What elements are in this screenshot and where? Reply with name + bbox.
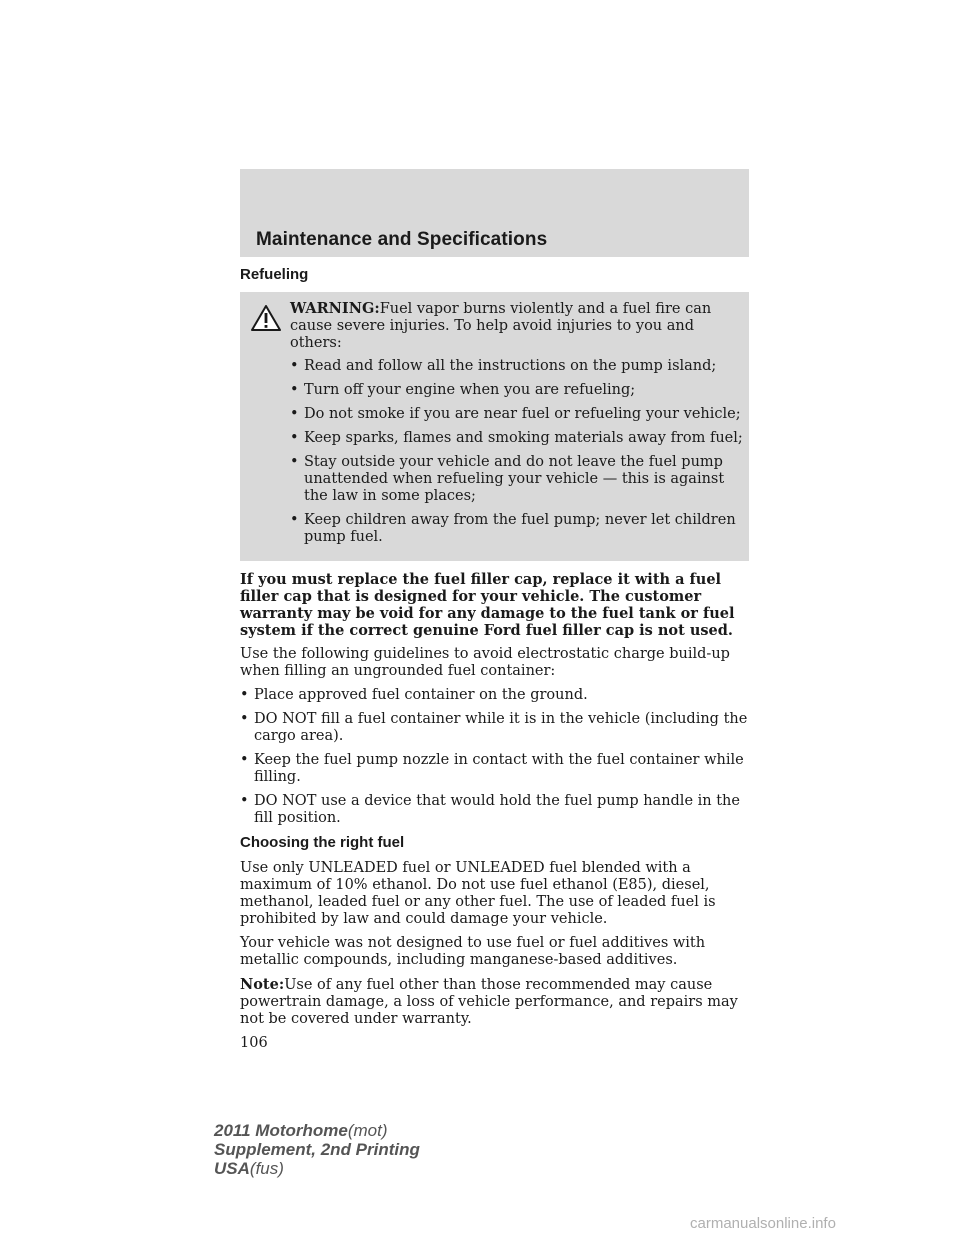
footer-imprint: [214, 1121, 420, 1178]
bullet-marker: •: [240, 687, 249, 703]
watermark: carmanualsonline.info: [690, 1215, 836, 1232]
note-text: Use of any fuel other than those recommended may cause powertrain damage, a loss of vehicle performance, and repairs may not be covered under warranty.: [240, 977, 738, 1027]
warning-body: Fuel vapor burns violently and a fuel fire can cause severe injuries. To help avoid injuries to you and others:: [290, 301, 712, 351]
refueling-heading: Refueling: [240, 266, 309, 283]
footer-market-code: (fus): [249, 1159, 284, 1178]
guideline-text: Keep the fuel pump nozzle in contact with the fuel container while filling.: [254, 752, 744, 785]
footer-model: 2011 Motorhome: [214, 1121, 348, 1140]
warning-bullets: [290, 358, 743, 546]
guideline-item: [240, 793, 749, 827]
bullet-marker: •: [240, 752, 249, 768]
fuel-note: [240, 976, 749, 1028]
bullet-marker: •: [290, 430, 299, 446]
bullet-marker: •: [290, 382, 299, 398]
warning-bullet-item: [290, 406, 743, 423]
warning-bullet-text: Keep children away from the fuel pump; never let children pump fuel.: [304, 512, 736, 545]
warning-bullet-text: Turn off your engine when you are refueling;: [304, 382, 636, 398]
fuel-para-1: Use only UNLEADED fuel or UNLEADED fuel blended with a maximum of 10% ethanol. Do not use fuel ethanol (E85), diesel, methanol, leaded fuel or any other fuel. The use of leaded fuel is prohibited by law and could damage your vehicle.: [240, 860, 716, 927]
warning-triangle-icon: [250, 304, 282, 332]
warning-bullet-item: [290, 454, 743, 505]
warning-bullet-item: [290, 358, 743, 375]
fuel-heading: Choosing the right fuel: [240, 834, 405, 851]
warning-bullet-item: [290, 512, 743, 546]
footer-model-code: (mot): [347, 1121, 388, 1140]
guideline-item: [240, 752, 749, 786]
fuel-para-2: Your vehicle was not designed to use fuel or fuel additives with metallic compounds, including manganese-based additives.: [240, 935, 706, 968]
bullet-marker: •: [240, 793, 249, 809]
note-label: Note:: [240, 976, 285, 993]
guideline-text: DO NOT use a device that would hold the fuel pump handle in the fill position.: [254, 793, 740, 826]
warning-bullet-text: Read and follow all the instructions on the pump island;: [304, 358, 717, 374]
guideline-item: [240, 711, 749, 745]
footer-edition: Supplement, 2nd Printing: [214, 1140, 420, 1159]
warning-bullet-item: [290, 430, 743, 447]
warning-bullet-text: Stay outside your vehicle and do not leave the fuel pump unattended when refueling your vehicle — this is against the law in some places;: [304, 454, 725, 504]
warning-label: WARNING:: [290, 300, 380, 317]
guidelines-intro: Use the following guidelines to avoid electrostatic charge build-up when filling an ungrounded fuel container:: [240, 646, 730, 679]
bullet-marker: •: [290, 406, 299, 422]
warning-bullet-item: [290, 382, 743, 399]
warning-bullet-text: Keep sparks, flames and smoking materials away from fuel;: [304, 430, 743, 446]
guidelines-list: [240, 687, 749, 827]
section-title: Maintenance and Specifications: [256, 229, 548, 250]
bullet-marker: •: [240, 711, 249, 727]
warning-text: [290, 300, 743, 352]
warning-bullet-text: Do not smoke if you are near fuel or refueling your vehicle;: [304, 406, 741, 422]
bullet-marker: •: [290, 454, 299, 470]
warning-box: [240, 292, 749, 561]
guideline-text: Place approved fuel container on the ground.: [254, 687, 588, 703]
guideline-text: DO NOT fill a fuel container while it is in the vehicle (including the cargo area).: [254, 711, 748, 744]
fuel-cap-notice: If you must replace the fuel filler cap, replace it with a fuel filler cap that is designed for your vehicle. The customer warranty may be void for any damage to the fuel tank or fuel system if the correct genuine Ford fuel filler cap is not used.: [240, 571, 735, 639]
page-number: 106: [240, 1035, 268, 1051]
guideline-item: [240, 687, 749, 704]
bullet-marker: •: [290, 358, 299, 374]
footer-market: USA: [214, 1159, 250, 1178]
bullet-marker: •: [290, 512, 299, 528]
page-content: [240, 266, 749, 1052]
header-band: [240, 169, 749, 257]
